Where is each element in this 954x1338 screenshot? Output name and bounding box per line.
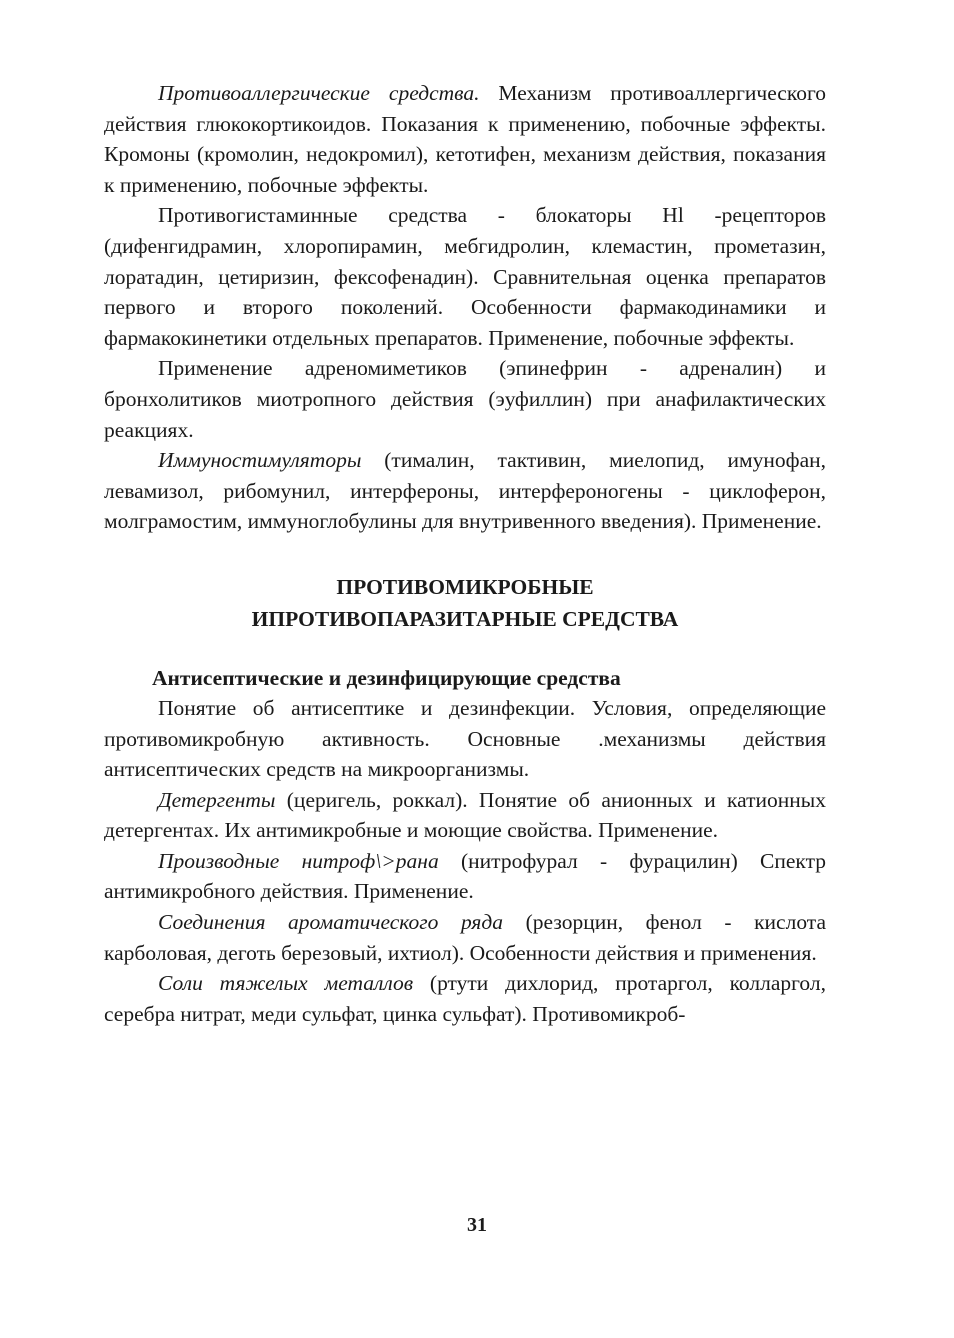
subsection-heading: Антисептические и дезинфицирующие средства	[152, 665, 621, 690]
paragraph-text: (церигель, роккал). Понятие об анионных и катионных детергентах. Их антимикробные и моющие свойства. Применение.	[104, 787, 826, 843]
paragraph-text: (нитрофурал - фурацилин) Спектр антимикробного действия. Применение.	[104, 848, 826, 904]
paragraph-antiseptics-concept	[104, 693, 826, 785]
italic-lead: Соединения ароматического ряда	[158, 910, 504, 935]
paragraph-nitrofuran	[104, 846, 826, 907]
page-number: 31	[467, 1214, 487, 1236]
italic-lead: Противоаллергические средства.	[158, 81, 480, 105]
paragraph-text: Понятие об антисептике и дезинфекции. Условия, определяющие противомикробную активность. Основные .механизмы действия антисептических средств на микроорганизмы.	[104, 695, 826, 782]
paragraph-text: (резорцин, фенол - кислота карболовая, деготь березовый, ихтиол). Особенности действия и применения.	[104, 910, 826, 965]
paragraph-detergents	[104, 785, 826, 846]
section-heading-line-2: ИПРОТИВОПАРАЗИТАРНЫЕ СРЕДСТВА	[251, 606, 679, 631]
italic-lead: Иммуностимуляторы	[158, 448, 362, 473]
paragraph-aromatic	[104, 907, 826, 968]
italic-lead: Соли тяжелых металлов	[158, 971, 414, 996]
paragraph-antihistamines	[104, 200, 826, 353]
page-body	[104, 78, 826, 1029]
paragraph-text: Применение адреномиметиков (эпинефрин - адреналин) и бронхолитиков миотропного действия (эуфиллин) при анафилактических реакциях.	[104, 356, 826, 442]
paragraph-text: Механизм противоаллергического действия глюкокортикоидов. Показания к применению, побочные эффекты. Кромоны (кромолин, недокромил), кетотифен, механизм действия, показания к применению, побочные эффекты.	[104, 81, 826, 197]
section-heading	[104, 571, 826, 635]
italic-lead: Детергенты	[158, 787, 276, 812]
paragraph-immunostimulants	[104, 445, 826, 537]
paragraph-text: (тималин, тактивин, миелопид, имунофан, левамизол, рибомунил, интерфероны, интерфероногены - циклоферон, молграмостим, иммуноглобулины для внутривенного введения). Применение.	[104, 448, 826, 534]
italic-lead: Производные нитроф\>рана	[158, 848, 439, 873]
paragraph-adrenomimetics	[104, 353, 826, 445]
paragraph-text: Противогистаминные средства - блокаторы Hl -рецепторов (дифенгидрамин, хлоропирамин, мебгидролин, клемастин, прометазин, лоратадин, цетиризин, фексофенадин). Сравнительная оценка препаратов первого и второго поколений. Особенности фармакодинамики и фармакокинетики отдельных препаратов. Применение, побочные эффекты.	[104, 203, 826, 350]
paragraph-text: (ртути дихлорид, протаргол, колларгол, серебра нитрат, меди сульфат, цинка сульфат). Противомикроб-	[104, 971, 826, 1026]
paragraph-heavy-metals	[104, 968, 826, 1029]
section-heading-line-1: ПРОТИВОМИКРОБНЫЕ	[336, 574, 594, 599]
paragraph-antiallergic	[104, 78, 826, 200]
